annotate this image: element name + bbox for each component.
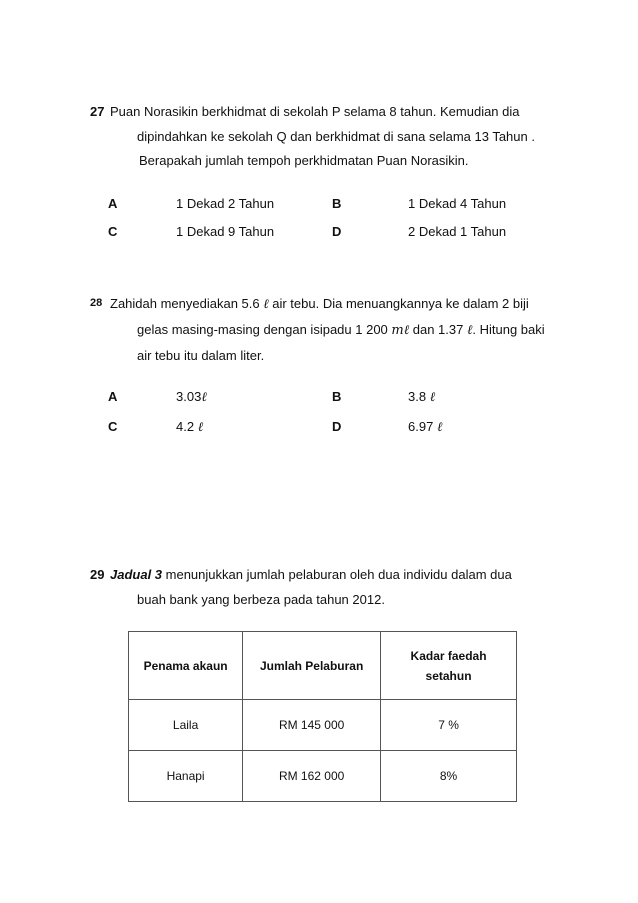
question-29-line-2: buah bank yang berbeza pada tahun 2012.	[137, 592, 385, 607]
q28-option-d-value: 6.97 ℓ	[408, 419, 443, 435]
q27-option-a-value: 1 Dekad 2 Tahun	[176, 196, 275, 211]
unit-milliliter-symbol: mℓ	[391, 323, 410, 338]
question-number-29: 29	[90, 567, 105, 582]
question-27-line-2: dipindahkan ke sekolah Q dan berkhidmat di sana selama 13 Tahun .	[137, 129, 535, 144]
cell-investment-amount: RM 162 000	[243, 751, 381, 802]
cell-account-name: Hanapi	[129, 751, 243, 802]
q27-option-d-value: 2 Dekad 1 Tahun	[408, 224, 507, 239]
q28-option-d-letter: D	[332, 419, 342, 434]
table-row	[129, 700, 517, 751]
q27-option-b-letter: B	[332, 196, 342, 211]
q28-option-c-value: 4.2 ℓ	[176, 419, 204, 435]
question-28-line-1: Zahidah menyediakan 5.6 ℓ air tebu. Dia menuangkannya ke dalam 2 biji	[110, 296, 529, 312]
header-investment-amount: Jumlah Pelaburan	[243, 632, 381, 700]
q27-option-c-value: 1 Dekad 9 Tahun	[176, 224, 275, 239]
question-number-27: 27	[90, 104, 105, 119]
cell-interest-rate: 7 %	[381, 700, 517, 751]
cell-interest-rate: 8%	[381, 751, 517, 802]
q28-option-b-value: 3.8 ℓ	[408, 389, 436, 405]
q28-option-a-letter: A	[108, 389, 118, 404]
question-28-line-3: air tebu itu dalam liter.	[137, 348, 265, 363]
cell-account-name: Laila	[129, 700, 243, 751]
investment-table	[128, 631, 517, 802]
table-row	[129, 751, 517, 802]
q28-option-b-letter: B	[332, 389, 342, 404]
question-27-line-3: Berapakah jumlah tempoh perkhidmatan Puan Norasikin.	[139, 153, 469, 168]
q27-option-a-letter: A	[108, 196, 118, 211]
q27-option-c-letter: C	[108, 224, 118, 239]
q27-option-b-value: 1 Dekad 4 Tahun	[408, 196, 507, 211]
table-reference: Jadual 3	[110, 567, 163, 582]
question-29-line-1: Jadual 3 menunjukkan jumlah pelaburan oleh dua individu dalam dua	[110, 567, 512, 582]
header-interest-rate: Kadar faedah setahun	[381, 632, 517, 700]
unit-liter-symbol: ℓ	[466, 323, 473, 338]
table-header-row	[129, 632, 517, 700]
question-number-28: 28	[90, 297, 103, 309]
cell-investment-amount: RM 145 000	[243, 700, 381, 751]
question-27-line-1: Puan Norasikin berkhidmat di sekolah P selama 8 tahun. Kemudian dia	[110, 104, 520, 119]
question-28-line-2: gelas masing-masing dengan isipadu 1 200 mℓ dan 1.37 ℓ. Hitung baki	[137, 322, 545, 338]
header-account-name: Penama akaun	[129, 632, 243, 700]
q27-option-d-letter: D	[332, 224, 342, 239]
unit-liter-symbol: ℓ	[263, 297, 269, 312]
q28-option-a-value: 3.03ℓ	[176, 389, 207, 405]
q28-option-c-letter: C	[108, 419, 118, 434]
